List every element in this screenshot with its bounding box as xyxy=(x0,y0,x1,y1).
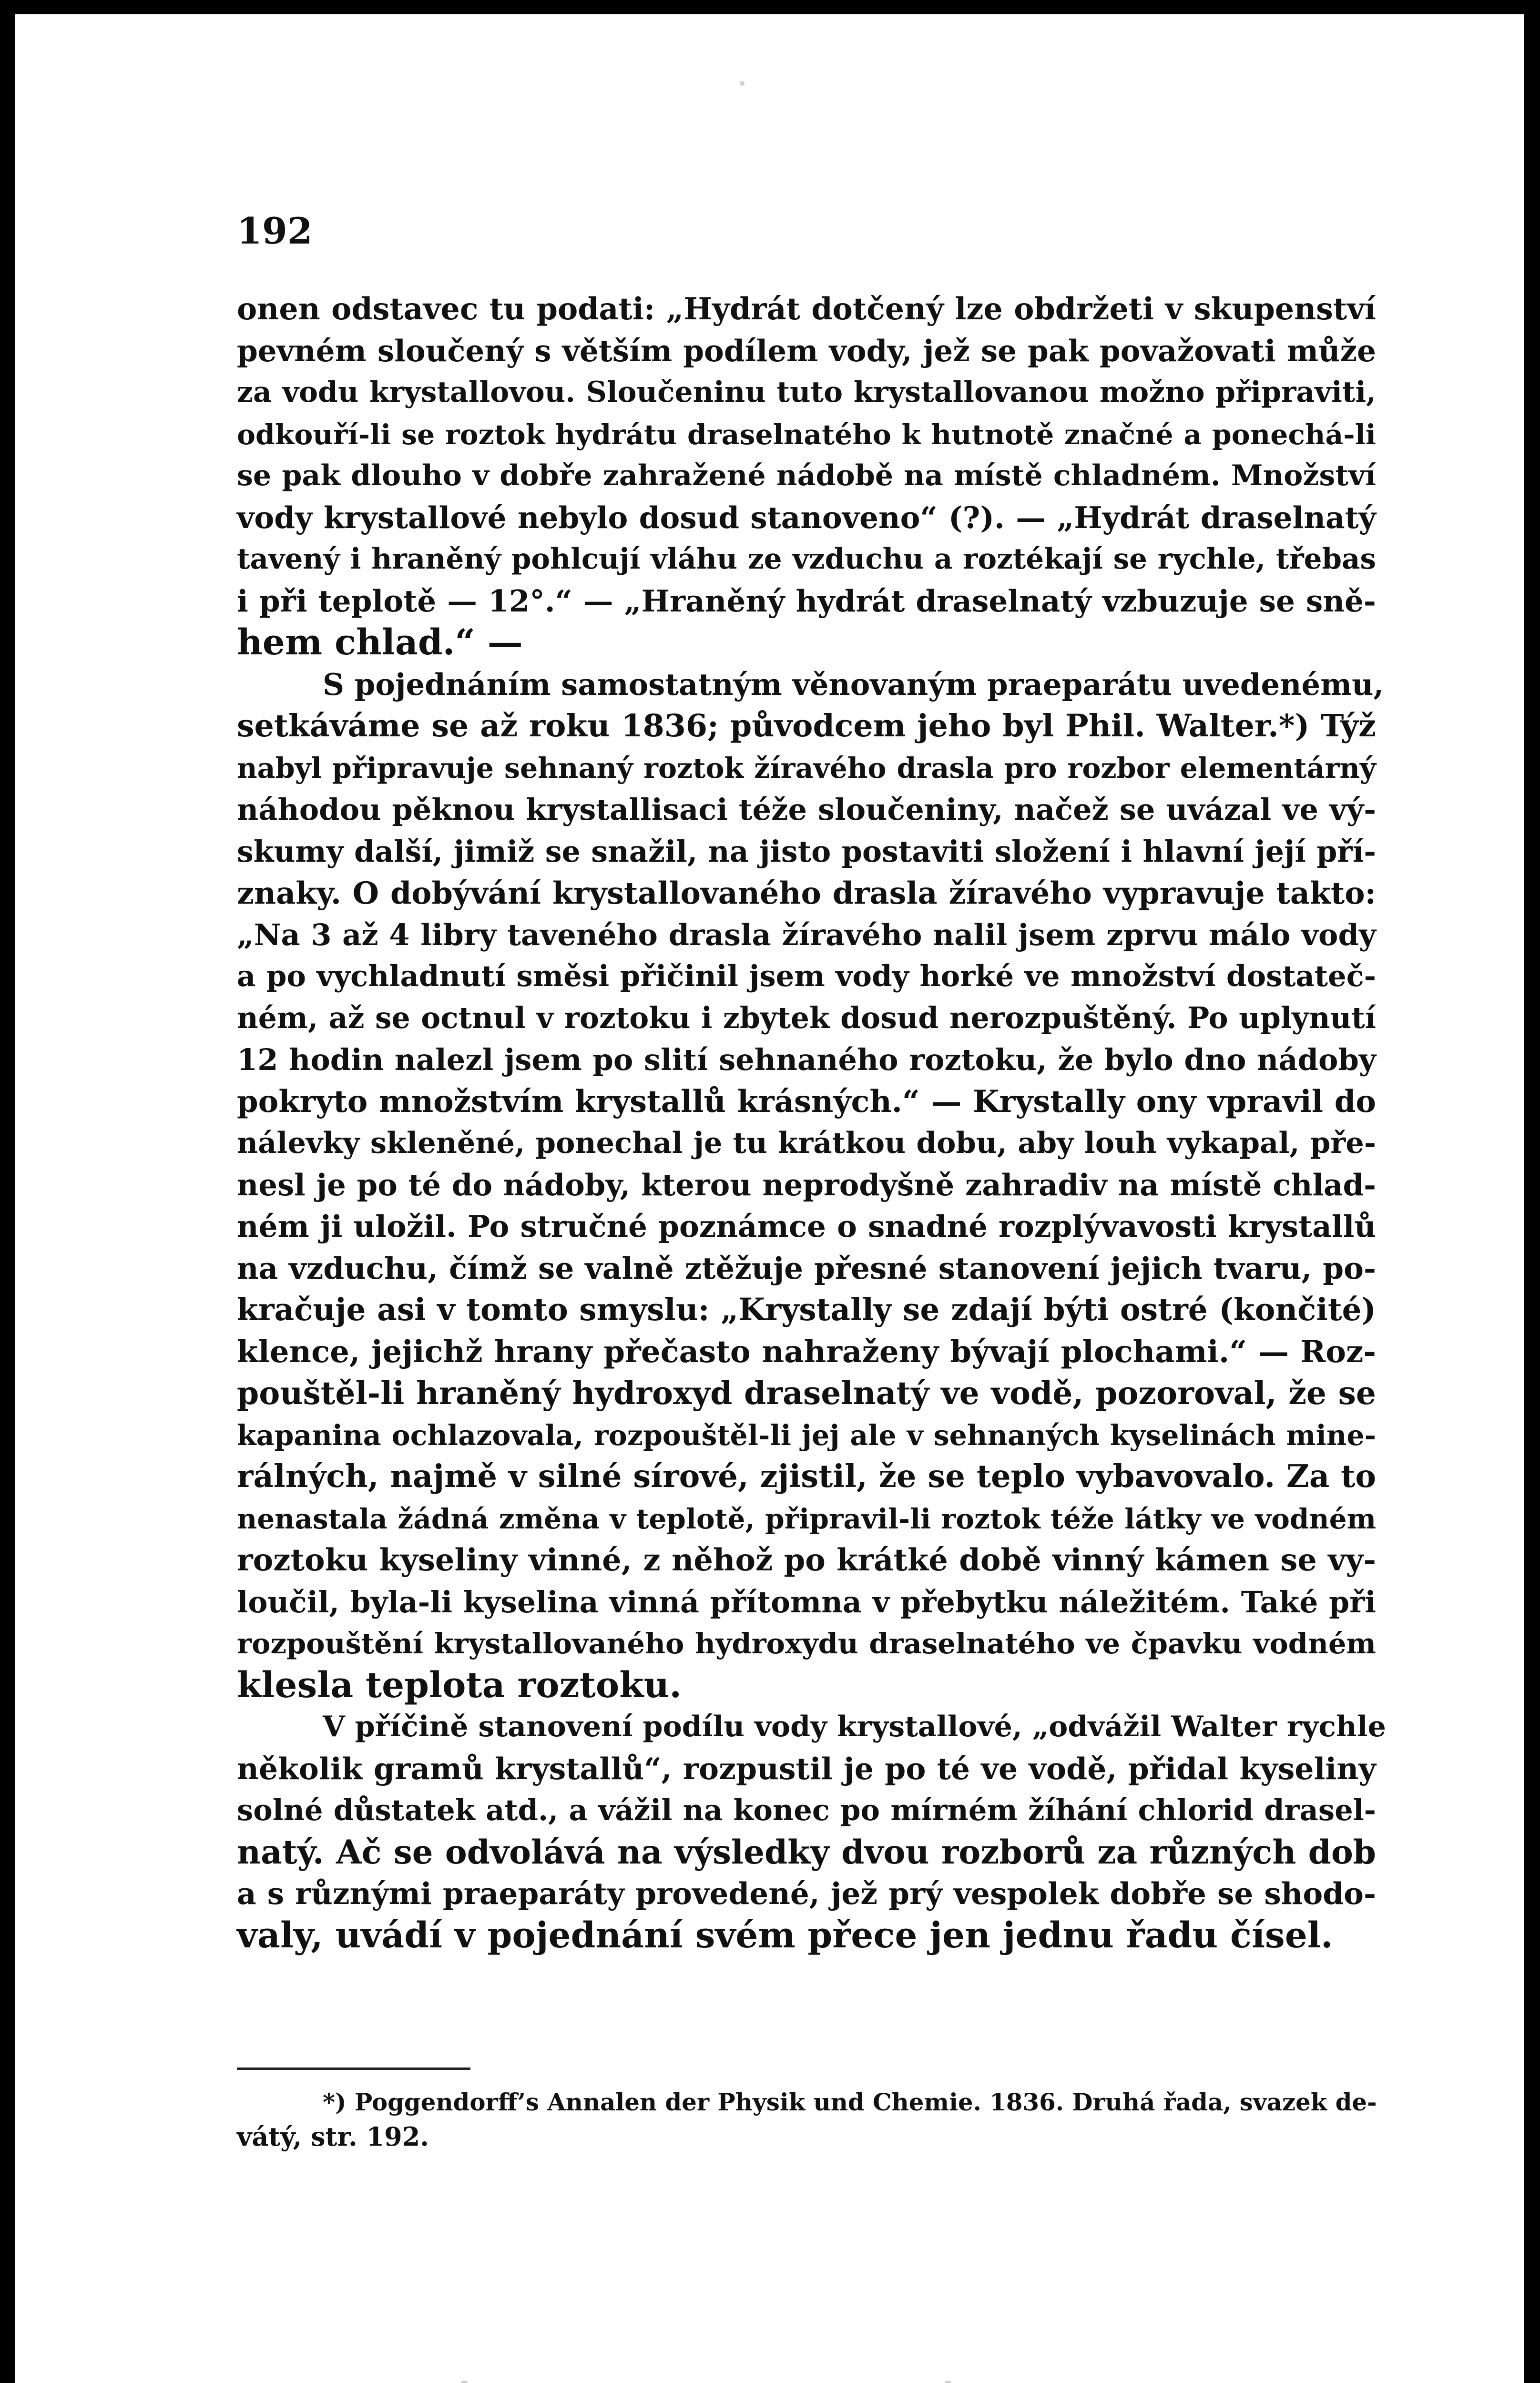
text-line: rozpouštění krystallovaného hydroxydu draselnatého ve čpavku vodném xyxy=(237,1627,1376,1660)
footnote-line: *) Poggendorff’s Annalen der Physik und Chemie. 1836. Druhá řada, svazek de- xyxy=(323,2088,1377,2116)
text-line: kračuje asi v tomto smyslu: „Krystally se zdají býti ostré (končité) xyxy=(237,1292,1376,1328)
text-line: hem chlad.“ — xyxy=(237,622,523,663)
scan-speck xyxy=(945,2381,951,2383)
text-line: loučil, byla-li kyselina vinná přítomna v přebytku náležitém. Také při xyxy=(237,1584,1376,1619)
text-line: odkouří-li se roztok hydrátu draselnatého k hutnotě značné a ponechá-li xyxy=(237,418,1376,451)
footnote-divider xyxy=(237,2067,470,2070)
text-line: se pak dlouho v dobře zahražené nádobě na místě chladném. Množství xyxy=(237,459,1376,492)
paragraph-start-line: V příčině stanovení podílu vody krystallové, „odvážil Walter rychle xyxy=(323,1710,1386,1743)
text-line: roztoku kyseliny vinné, z něhož po krátké době vinný kámen se vy- xyxy=(237,1542,1376,1578)
body-text xyxy=(237,288,1386,1956)
footnote-line: vátý, str. 192. xyxy=(237,2121,429,2152)
text-line: ném, až se octnul v roztoku i zbytek dosud nerozpuštěný. Po uplynutí xyxy=(237,1000,1376,1035)
text-line: ném ji uložil. Po stručné poznámce o snadné rozplývavosti krystallů xyxy=(237,1209,1376,1244)
text-line: za vodu krystallovou. Sloučeninu tuto krystallovanou možno připraviti, xyxy=(237,376,1376,409)
text-line: nabyl připravuje sehnaný roztok žíravého drasla pro rozbor elementárný xyxy=(237,751,1376,784)
text-line: solné důstatek atd., a vážil na konec po mírném žíhání chlorid drasel- xyxy=(237,1793,1376,1827)
paragraph-start-line: S pojednáním samostatným věnovaným praeparátu uvedenému, xyxy=(323,666,1384,702)
scan-speck xyxy=(461,2381,468,2383)
text-line: a s různými praeparáty provedené, jež prý vespolek dobře se shodo- xyxy=(237,1876,1376,1911)
book-page xyxy=(15,14,1524,2383)
text-line: onen odstavec tu podati: „Hydrát dotčený lze obdržeti v skupenství xyxy=(237,291,1376,326)
text-line: rálných, najmě v silné sírové, zjistil, že se teplo vybavovalo. Za to xyxy=(237,1458,1376,1495)
scan-speck xyxy=(740,81,745,86)
text-line: natý. Ač se odvolává na výsledky dvou rozborů za různých dob xyxy=(237,1833,1376,1872)
text-line: klence, jejichž hrany přečasto nahraženy bývají plochami.“ — Roz- xyxy=(237,1334,1376,1370)
footnote xyxy=(237,2085,1376,2154)
text-line: znaky. O dobývání krystallovaného drasla žíravého vypravuje takto: xyxy=(237,875,1376,911)
text-line: i při teplotě — 12°.“ — „Hraněný hydrát draselnatý vzbuzuje se sně- xyxy=(237,583,1376,619)
text-line: na vzduchu, čímž se valně ztěžuje přesné stanovení jejich tvaru, po- xyxy=(237,1250,1376,1286)
text-line: pouštěl-li hraněný hydroxyd draselnatý ve vodě, pozoroval, že se xyxy=(237,1375,1376,1412)
text-line: náhodou pěknou krystallisaci téže sloučeniny, načež se uvázal ve vý- xyxy=(237,792,1376,827)
text-line: valy, uvádí v pojednání svém přece jen jednu řadu čísel. xyxy=(237,1915,1333,1956)
text-line: pokryto množstvím krystallů krásných.“ — Krystally ony vpravil do xyxy=(237,1083,1376,1120)
text-line: a po vychladnutí směsi přičinil jsem vody horké ve množství dostateč- xyxy=(237,959,1376,993)
text-line: nesl je po té do nádoby, kterou neprodyšně zahradiv na místě chlad- xyxy=(237,1167,1376,1202)
text-line: několik gramů krystallů“, rozpustil je po té ve vodě, přidal kyseliny xyxy=(237,1751,1376,1786)
text-line: vody krystallové nebylo dosud stanoveno“ (?). — „Hydrát draselnatý xyxy=(237,499,1376,535)
text-line: setkáváme se až roku 1836; původcem jeho byl Phil. Walter.*) Týž xyxy=(237,708,1376,744)
text-line: nálevky skleněné, ponechal je tu krátkou dobu, aby louh vykapal, pře- xyxy=(237,1126,1376,1160)
text-line: „Na 3 až 4 libry taveného drasla žíravého nalil jsem zprvu málo vody xyxy=(237,917,1376,952)
text-line: nenastala žádná změna v teplotě, připravil-li roztok téže látky ve vodném xyxy=(237,1502,1376,1535)
text-line: pevném sloučený s větším podílem vody, jež se pak považovati může xyxy=(237,333,1376,368)
text-line: 12 hodin nalezl jsem po slití sehnaného roztoku, že bylo dno nádoby xyxy=(237,1042,1376,1077)
text-line: skumy další, jimiž se snažil, na jisto postaviti složení i hlavní její pří- xyxy=(237,834,1376,869)
text-line: klesla teplota roztoku. xyxy=(237,1664,682,1706)
text-line: kapanina ochlazovala, rozpouštěl-li jej ale v sehnaných kyselinách mine- xyxy=(237,1418,1376,1452)
page-number: 192 xyxy=(237,210,313,252)
text-line: tavený i hraněný pohlcují vláhu ze vzduchu a roztékají se rychle, třebas xyxy=(237,542,1376,576)
